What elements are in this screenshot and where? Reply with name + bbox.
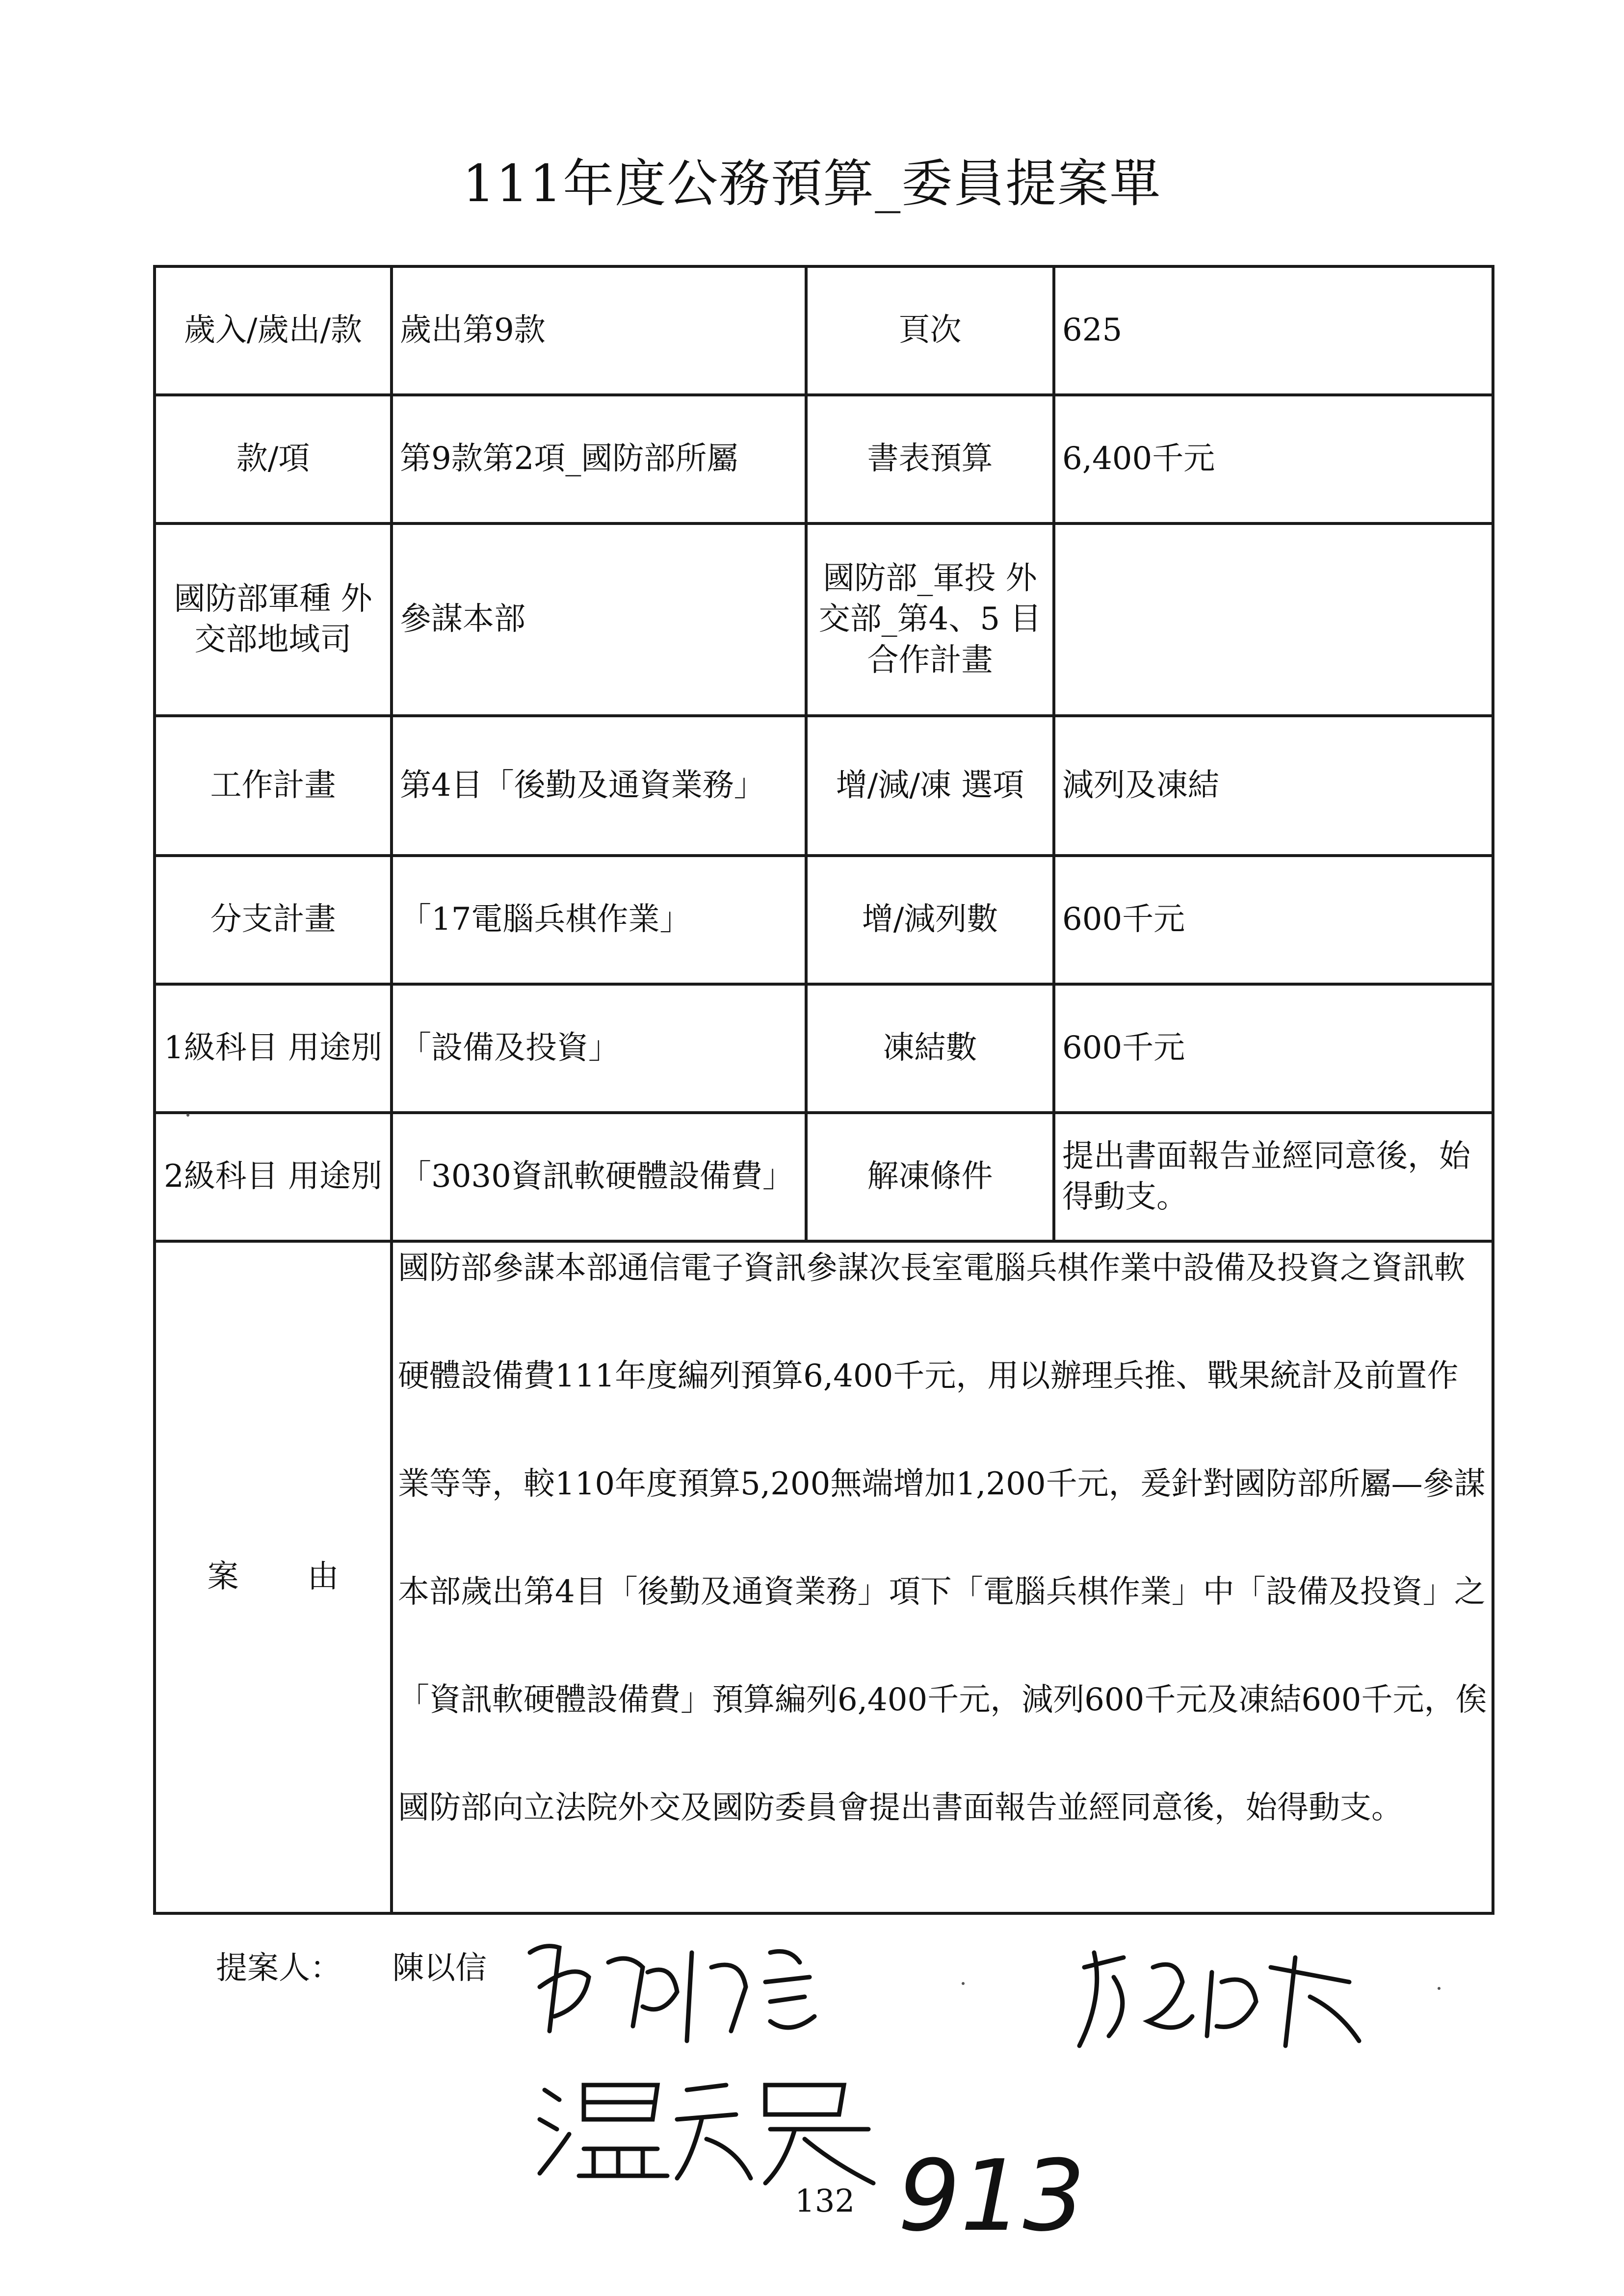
field-value: 提出書面報告並經同意後，始得動支。 [1054, 1113, 1493, 1241]
table-row [155, 984, 1493, 1113]
field-label: 書表預算 [806, 395, 1054, 523]
field-label: 2級科目 用途別 [155, 1113, 392, 1241]
field-value: 600千元 [1054, 984, 1493, 1113]
page-number: 132 [795, 2183, 855, 2219]
scan-speck [962, 1982, 965, 1985]
handwritten-number: 913 [898, 2139, 1085, 2253]
table-row [155, 523, 1493, 716]
field-value: 「17電腦兵棋作業」 [392, 856, 806, 984]
field-label: 歲入/歲出/款 [155, 266, 392, 395]
page-title: 111年度公務預算_委員提案單 [462, 154, 1162, 213]
field-label: 國防部軍種 外交部地域司 [155, 523, 392, 716]
table-row [155, 266, 1493, 395]
field-label: 解凍條件 [806, 1113, 1054, 1241]
field-label: 凍結數 [806, 984, 1054, 1113]
proposer-label: 提案人： [216, 1950, 341, 1986]
field-value: 6,400千元 [1054, 395, 1493, 523]
table-row [155, 716, 1493, 856]
field-value: 減列及凍結 [1054, 716, 1493, 856]
field-label: 增/減列數 [806, 856, 1054, 984]
proposal-form-table [153, 265, 1494, 1915]
field-label: 增/減/凍 選項 [806, 716, 1054, 856]
field-label: 分支計畫 [155, 856, 392, 984]
table-row [155, 395, 1493, 523]
field-value: 參謀本部 [392, 523, 806, 716]
reason-row [155, 1241, 1493, 1913]
reason-label-char: 由 [307, 1559, 339, 1595]
signature-1 [515, 1933, 908, 2061]
scan-speck [186, 1114, 189, 1117]
field-label: 頁次 [806, 266, 1054, 395]
table-row [155, 1113, 1493, 1241]
table-row [155, 856, 1493, 984]
scan-speck [1438, 1987, 1441, 1990]
signature-3 [530, 2065, 883, 2193]
field-label: 國防部_軍投 外交部_第4、5 目合作計畫 [806, 523, 1054, 716]
field-label: 款/項 [155, 395, 392, 523]
field-value: 600千元 [1054, 856, 1493, 984]
reason-label-char: 案 [207, 1559, 239, 1595]
field-value: 歲出第9款 [392, 266, 806, 395]
field-value: 「設備及投資」 [392, 984, 806, 1113]
field-value: 第9款第2項_國防部所屬 [392, 395, 806, 523]
field-value: 625 [1054, 266, 1493, 395]
proposer-name: 陳以信 [393, 1950, 487, 1986]
reason-text: 國防部參謀本部通信電子資訊參謀次長室電腦兵棋作業中設備及投資之資訊軟硬體設備費111年度編列預算6,400千元，用以辦理兵推、戰果統計及前置作業等等，較110年度預算5,200無端增加1,200千元，爰針對國防部所屬—參謀本部歲出第4目「後勤及通資業務」項下「電腦兵棋作業」中「設備及投資」之「資訊軟硬體設備費」預算編列6,400千元，減列600千元及凍結600千元，俟國防部向立法院外交及國防委員會提出書面報告並經同意後，始得動支。 [398, 1250, 1487, 1826]
reason-label [155, 1241, 392, 1913]
field-value: 「3030資訊軟硬體設備費」 [392, 1113, 806, 1241]
field-label: 工作計畫 [155, 716, 392, 856]
reason-text-cell [392, 1241, 1493, 1913]
field-value [1054, 523, 1493, 716]
signature-2 [1065, 1938, 1369, 2065]
field-label: 1級科目 用途別 [155, 984, 392, 1113]
field-value: 第4目「後勤及通資業務」 [392, 716, 806, 856]
